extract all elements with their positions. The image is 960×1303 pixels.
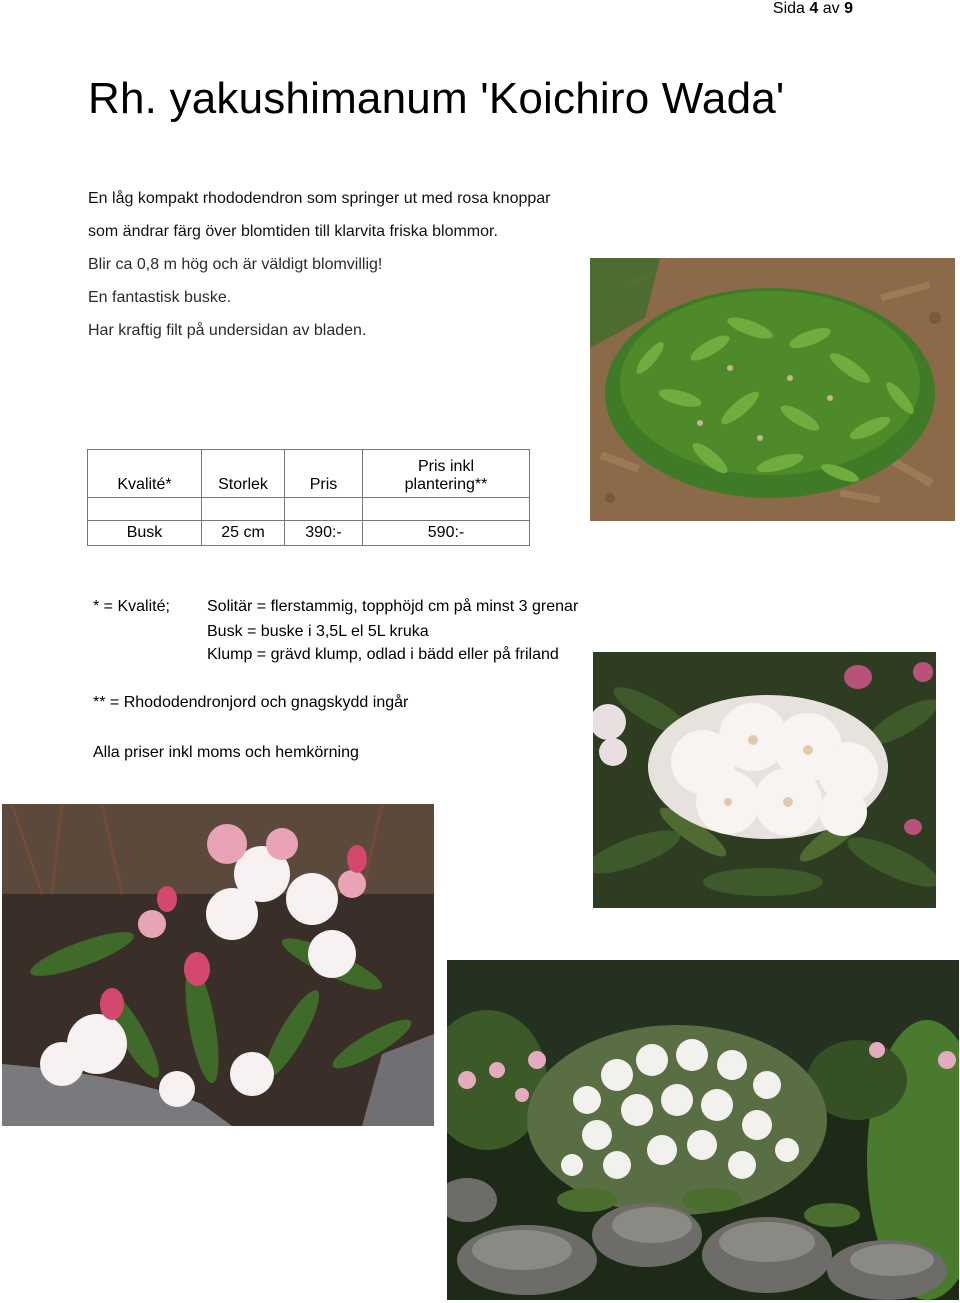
- description-line-5: Har kraftig filt på undersidan av bladen.: [88, 322, 367, 339]
- header-price-planting-line-2: plantering**: [404, 476, 488, 493]
- quality-note-klump: Klump = grävd klump, odlad i bädd eller på friland: [207, 646, 559, 663]
- quality-note-solitar: Solitär = flerstammig, topphöjd cm på minst 3 grenar: [207, 598, 579, 615]
- table-empty-cell: [88, 498, 202, 521]
- table-empty-cell: [202, 498, 285, 521]
- quality-note-key: * = Kvalité;: [93, 598, 170, 615]
- header-price: Pris: [285, 450, 363, 498]
- photo-white-flower-truss: [593, 652, 936, 908]
- table-header-row: [88, 450, 530, 498]
- photo-pink-buds: [2, 804, 434, 1126]
- vat-note: Alla priser inkl moms och hemkörning: [93, 744, 359, 761]
- table-row: [88, 521, 530, 546]
- quality-note-busk: Busk = buske i 3,5L el 5L kruka: [207, 623, 429, 640]
- description-line-4: En fantastisk buske.: [88, 289, 232, 306]
- page-title: Rh. yakushimanum 'Koichiro Wada': [88, 74, 785, 123]
- table-empty-cell: [285, 498, 363, 521]
- page-prefix: Sida: [772, 0, 805, 17]
- header-size: Storlek: [202, 450, 285, 498]
- page-total: 9: [844, 0, 853, 17]
- page-current: 4: [809, 0, 819, 17]
- page-separator: av: [822, 0, 840, 17]
- price-table: [87, 449, 530, 546]
- soil-note: ** = Rhododendronjord och gnagskydd ingår: [93, 694, 409, 711]
- description-line-2: som ändrar färg över blomtiden till klarvita friska blommor.: [88, 223, 498, 240]
- header-quality: Kvalité*: [88, 450, 202, 498]
- table-empty-row: [88, 498, 530, 521]
- photo-garden-shrub: [447, 960, 959, 1300]
- header-price-planting: [363, 450, 530, 498]
- cell-price-planting: 590:-: [363, 521, 530, 546]
- cell-quality: Busk: [88, 521, 202, 546]
- header-price-planting-line-1: Pris inkl: [417, 458, 474, 475]
- page-number: [773, 0, 853, 18]
- table-empty-cell: [363, 498, 530, 521]
- description-line-1: En låg kompakt rhododendron som springer ut med rosa knoppar: [88, 190, 551, 207]
- description-line-3: Blir ca 0,8 m hög och är väldigt blomvillig!: [88, 256, 383, 273]
- cell-price: 390:-: [285, 521, 363, 546]
- cell-size: 25 cm: [202, 521, 285, 546]
- photo-shrub-foliage: [590, 258, 955, 521]
